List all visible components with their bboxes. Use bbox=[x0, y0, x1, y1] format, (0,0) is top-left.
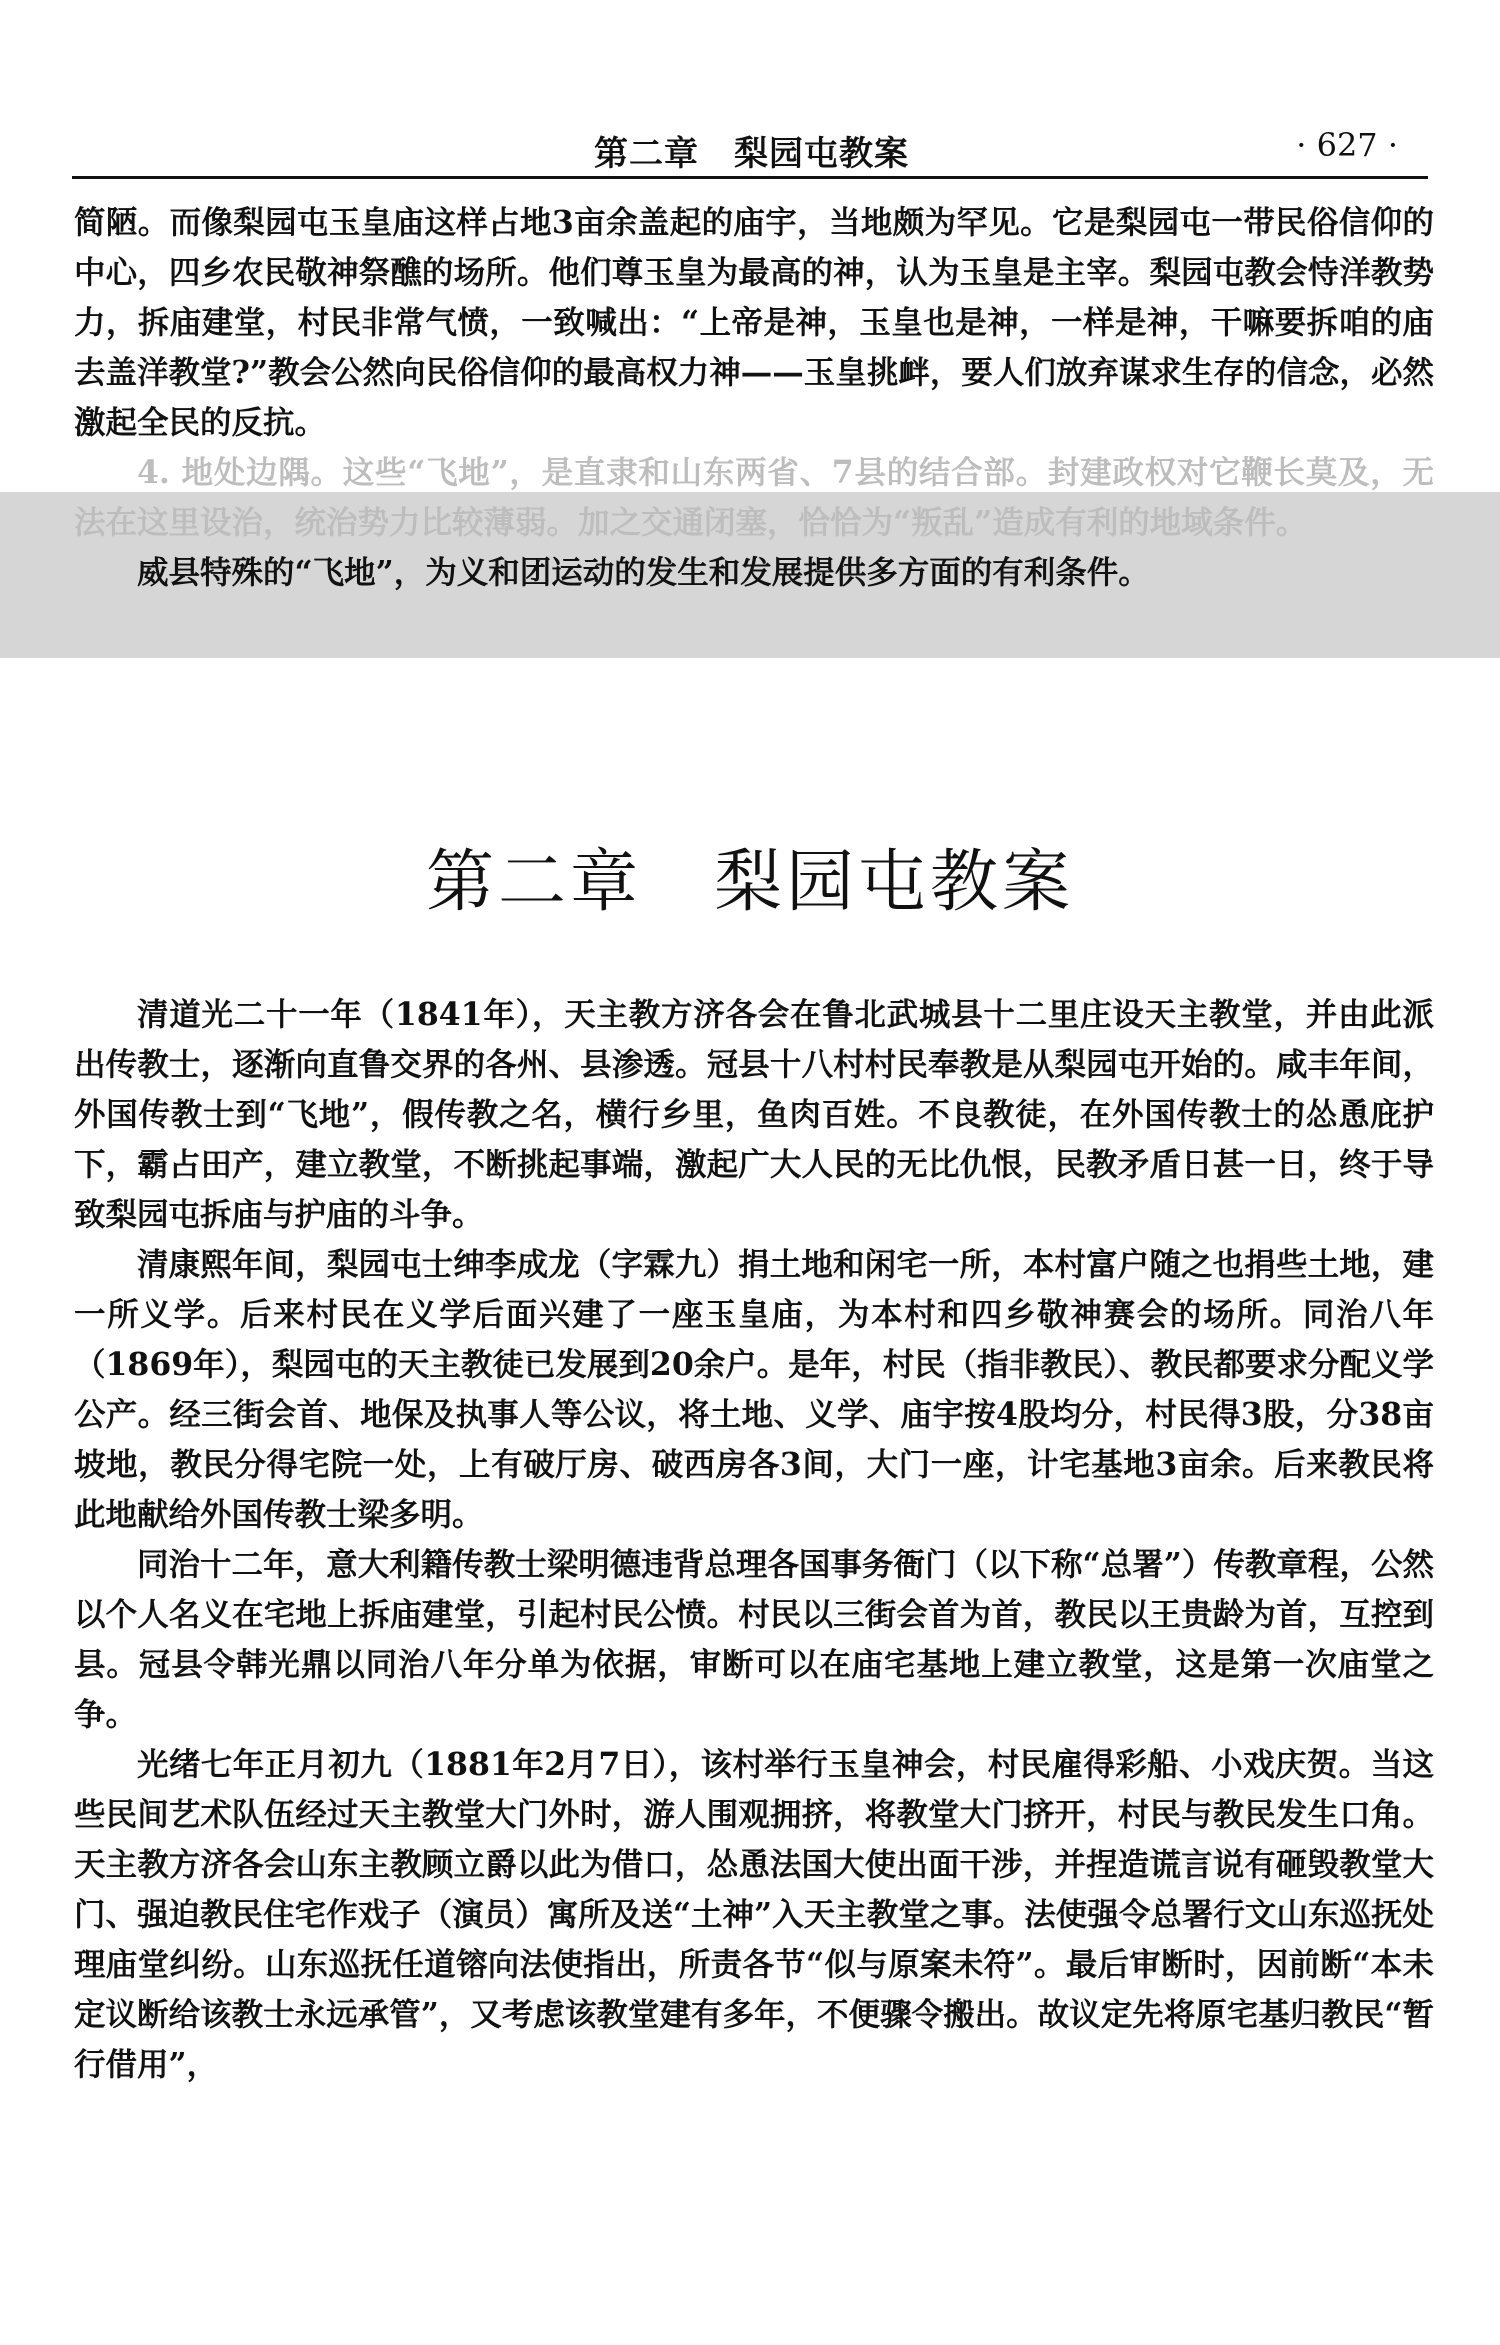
paragraph-point-4: 4. 地处边隅。这些“飞地”，是直隶和山东两省、7县的结合部。封建政权对它鞭长莫及，无法在这里设治，统治势力比较薄弱。加之交通闭塞，恰恰为“叛乱”造成有利的地域条件。 bbox=[74, 454, 1434, 541]
running-header bbox=[72, 118, 1428, 179]
chapter-title: 第二章 梨园屯教案 bbox=[425, 843, 1074, 922]
continued-paragraph: 简陋。而像梨园屯玉皇庙这样占地3亩余盖起的庙宇，当地颇为罕见。它是梨园屯一带民俗信仰的中心，四乡农民敬神祭醮的场所。他们尊玉皇为最高的神，认为玉皇是主宰。梨园屯教会恃洋教势力，拆庙建堂，村民非常气愤，一致喊出：“上帝是神，玉皇也是神，一样是神，干嘛要拆咱的庙去盖洋教堂?”教会公然向民俗信仰的最高权力神——玉皇挑衅，要人们放弃谋求生存的信念，必然激起全民的反抗。 bbox=[74, 204, 1434, 441]
paragraph-3: 同治十二年，意大利籍传教士梁明德违背总理各国事务衙门（以下称“总署”）传教章程，公然以个人名义在宅地上拆庙建堂，引起村民公愤。村民以三街会首为首，教民以王贵龄为首，互控到县。冠县令韩光鼎以同治八年分单为依据，审断可以在庙宅基地上建立教堂，这是第一次庙堂之争。 bbox=[74, 1546, 1434, 1733]
paragraph-1: 清道光二十一年（1841年），天主教方济各会在鲁北武城县十二里庄设天主教堂，并由此派出传教士，逐渐向直鲁交界的各州、县渗透。冠县十八村村民奉教是从梨园屯开始的。咸丰年间，外国传教士到“飞地”，假传教之名，横行乡里，鱼肉百姓。不良教徒，在外国传教士的怂恿庇护下，霸占田产，建立教堂，不断挑起事端，激起广大人民的无比仇恨，民教矛盾日甚一日，终于导致梨园屯拆庙与护庙的斗争。 bbox=[74, 996, 1434, 1233]
summary-paragraph: 威县特殊的“飞地”，为义和团运动的发生和发展提供多方面的有利条件。 bbox=[137, 554, 1150, 591]
paragraph-4: 光绪七年正月初九（1881年2月7日），该村举行玉皇神会，村民雇得彩船、小戏庆贺。当这些民间艺术队伍经过天主教堂大门外时，游人围观拥挤，将教堂大门挤开，村民与教民发生口角。天主教方济各会山东主教顾立爵以此为借口，怂恿法国大使出面干涉，并捏造谎言说有砸毁教堂大门、强迫教民住宅作戏子（演员）寓所及送“土神”入天主教堂之事。法使强令总署行文山东巡抚处理庙堂纠纷。山东巡抚任道镕向法使指出，所责各节“似与原案未符”。最后审断时，因前断“本未定议断给该教士永远承管”，又考虑该教堂建有多年，不便骤令搬出。故议定先将原宅基归教民“暂行借用”， bbox=[74, 1746, 1434, 2083]
main-section bbox=[74, 990, 1434, 2090]
page-number: · 627 · bbox=[1296, 126, 1398, 164]
top-section bbox=[74, 198, 1434, 598]
paragraph-2: 清康熙年间，梨园屯士绅李成龙（字霖九）捐土地和闲宅一所，本村富户随之也捐些土地，建一所义学。后来村民在义学后面兴建了一座玉皇庙，为本村和四乡敬神赛会的场所。同治八年（1869年），梨园屯的天主教徒已发展到20余户。是年，村民（指非教民）、教民都要求分配义学公产。经三街会首、地保及执事人等公议，将土地、义学、庙宇按4股均分，村民得3股，分38亩坡地，教民分得宅院一处，上有破厅房、破西房各3间，大门一座，计宅基地3亩余。后来教民将此地献给外国传教士梁多明。 bbox=[74, 1246, 1435, 1533]
running-header-chapter: 第二章 梨园屯教案 bbox=[594, 134, 909, 174]
